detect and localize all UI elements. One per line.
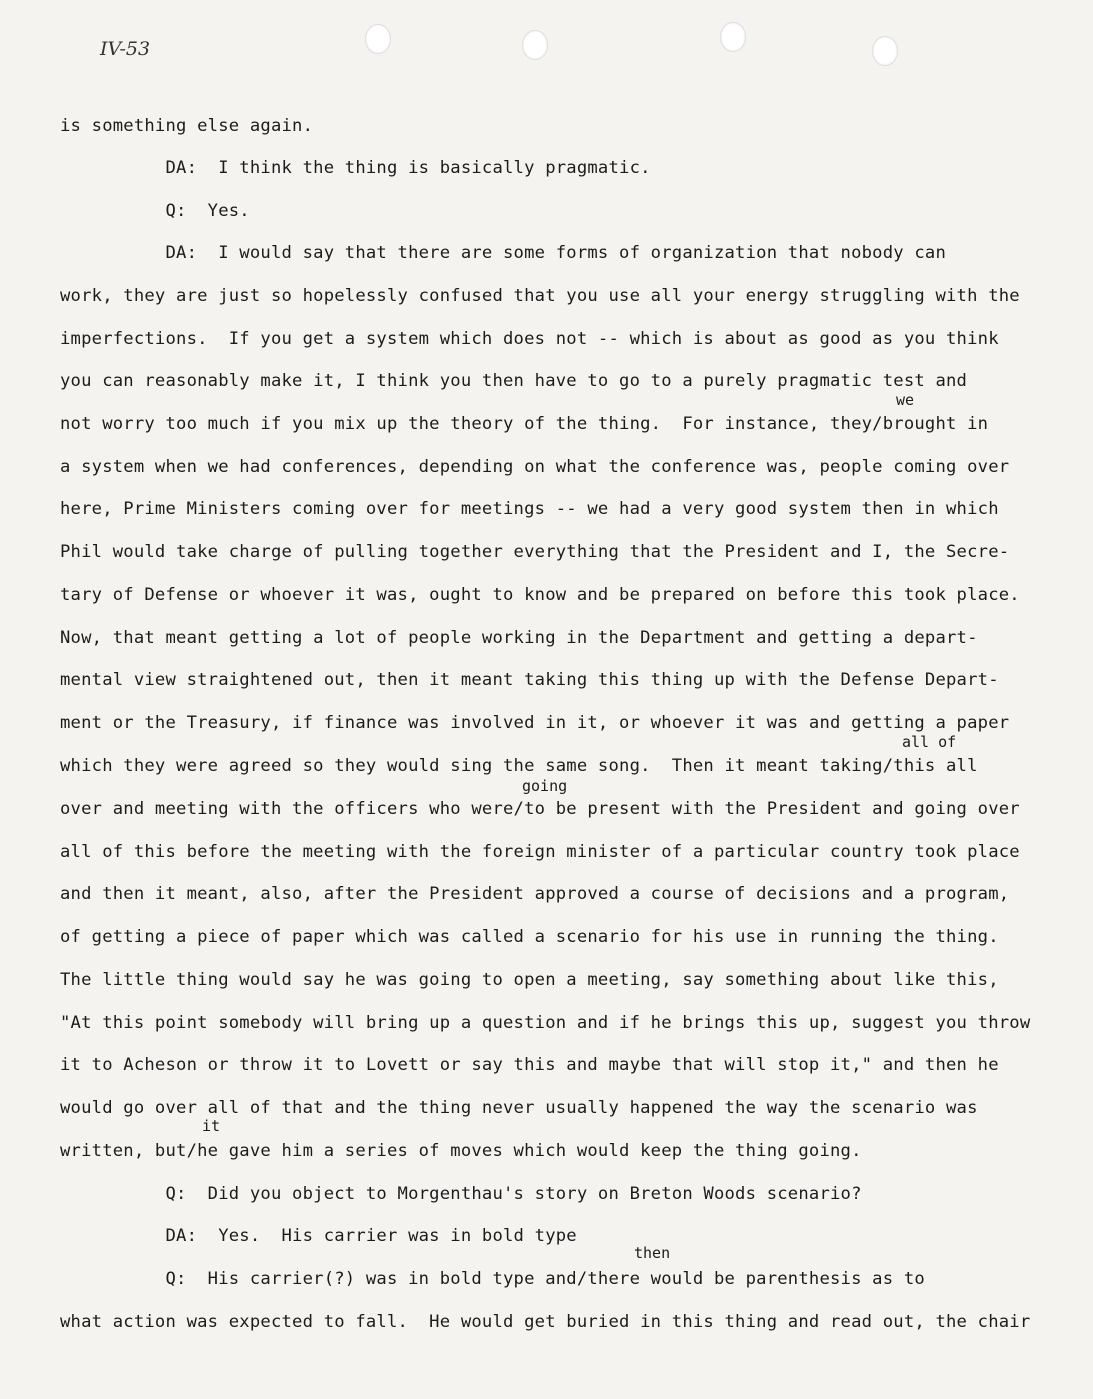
handwritten-insertion: then (634, 1244, 671, 1262)
punch-hole (365, 24, 391, 54)
text-line: imperfections. If you get a system which does not -- which is about as good as you think (60, 329, 999, 349)
text-line: all of this before the meeting with the foreign minister of a particular country took place (60, 842, 1020, 862)
text-line: DA: Yes. His carrier was in bold type (60, 1226, 577, 1246)
text-line: here, Prime Ministers coming over for meetings -- we had a very good system then in which (60, 499, 999, 519)
punch-hole (720, 22, 746, 52)
text-line: and then it meant, also, after the President approved a course of decisions and a program, (60, 884, 1010, 904)
handwritten-insertion: all of (902, 733, 957, 751)
text-line: Q: Yes. (60, 201, 250, 221)
handwritten-insertion: going (522, 777, 568, 795)
text-line: "At this point somebody will bring up a question and if he brings this up, suggest you throw (60, 1013, 1031, 1033)
punch-hole (872, 36, 898, 66)
text-line: it to Acheson or throw it to Lovett or say this and maybe that will stop it," and then he (60, 1055, 999, 1075)
handwritten-insertion: it (202, 1117, 221, 1135)
text-line: not worry too much if you mix up the theory of the thing. For instance, they/brought in (60, 414, 989, 434)
text-line: written, but/he gave him a series of moves which would keep the thing going. (60, 1141, 862, 1161)
text-line: you can reasonably make it, I think you then have to go to a purely pragmatic test and (60, 371, 968, 391)
text-line: which they were agreed so they would sing the same song. Then it meant taking/this all (60, 756, 978, 776)
text-line: of getting a piece of paper which was called a scenario for his use in running the thing. (60, 927, 999, 947)
text-line: a system when we had conferences, depending on what the conference was, people coming over (60, 457, 1010, 477)
text-line: is something else again. (60, 116, 314, 136)
text-line: would go over all of that and the thing never usually happened the way the scenario was (60, 1098, 978, 1118)
text-line: The little thing would say he was going to open a meeting, say something about like this, (60, 970, 999, 990)
text-line: ment or the Treasury, if finance was involved in it, or whoever it was and getting a paper (60, 713, 1010, 733)
text-line: Now, that meant getting a lot of people working in the Department and getting a depart- (60, 628, 978, 648)
text-line: DA: I think the thing is basically pragmatic. (60, 158, 651, 178)
text-line: DA: I would say that there are some forms of organization that nobody can (60, 243, 947, 263)
text-line: over and meeting with the officers who were/to be present with the President and going over (60, 799, 1020, 819)
punch-hole (522, 30, 548, 60)
text-line: work, they are just so hopelessly confused that you use all your energy struggling with the (60, 286, 1020, 306)
handwritten-insertion: we (896, 391, 915, 409)
text-line: Phil would take charge of pulling together everything that the President and I, the Secre- (60, 542, 1010, 562)
text-line: what action was expected to fall. He would get buried in this thing and read out, the chair (60, 1312, 1031, 1332)
text-line: tary of Defense or whoever it was, ought to know and be prepared on before this took place. (60, 585, 1020, 605)
text-line: mental view straightened out, then it meant taking this thing up with the Defense Depart- (60, 670, 999, 690)
text-line: Q: His carrier(?) was in bold type and/there would be parenthesis as to (60, 1269, 925, 1289)
text-line: Q: Did you object to Morgenthau's story on Breton Woods scenario? (60, 1184, 862, 1204)
page-number: IV-53 (100, 38, 151, 60)
